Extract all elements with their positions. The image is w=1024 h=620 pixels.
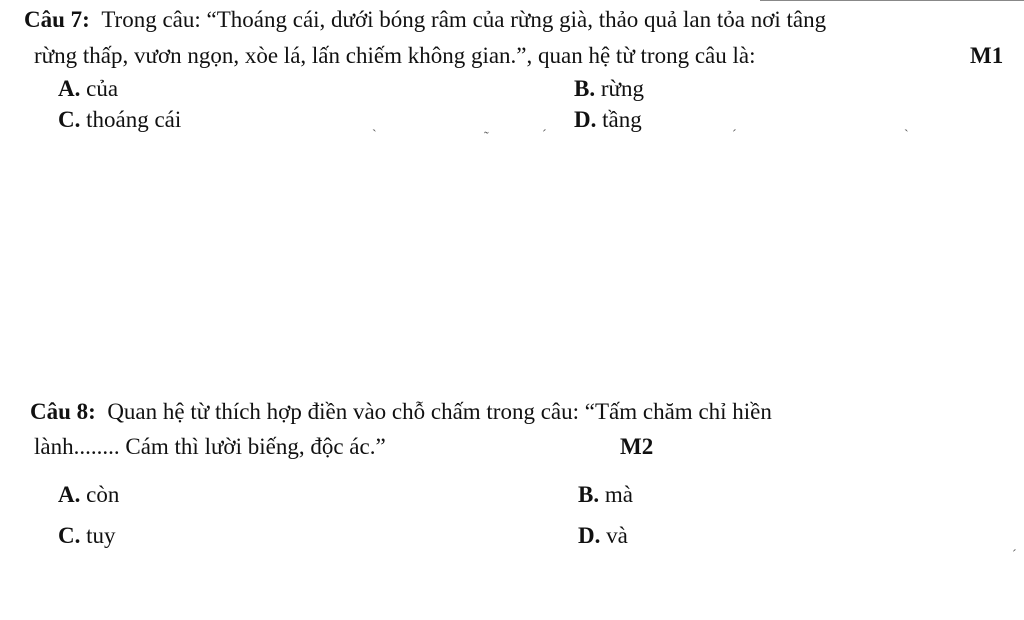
question-7-option-a[interactable] bbox=[58, 75, 118, 103]
question-8-text-1: Quan hệ từ thích hợp điền vào chỗ chấm trong câu: “Tấm chăm chỉ hiền bbox=[107, 399, 772, 424]
question-8-line-2 bbox=[34, 433, 386, 461]
question-8-level: M2 bbox=[620, 434, 654, 459]
option-text: rừng bbox=[600, 76, 644, 101]
scan-speck: ˊ bbox=[542, 128, 547, 143]
question-8-label: Câu 8: bbox=[30, 399, 96, 424]
option-text: và bbox=[606, 523, 628, 548]
option-letter: A. bbox=[58, 76, 81, 101]
question-8-option-c[interactable] bbox=[58, 522, 116, 550]
question-7-text-2: rừng thấp, vươn ngọn, xòe lá, lấn chiếm không gian.”, quan hệ từ trong câu là: bbox=[34, 43, 756, 68]
question-7-text-1: Trong câu: “Thoáng cái, dưới bóng râm của rừng già, thảo quả lan tỏa nơi tâng bbox=[101, 7, 827, 32]
option-text: tầng bbox=[602, 107, 642, 132]
option-letter: C. bbox=[58, 107, 81, 132]
option-letter: B. bbox=[578, 482, 600, 507]
question-8-text-2: lành........ Cám thì lười biếng, độc ác.” bbox=[34, 434, 386, 459]
question-7-option-c[interactable] bbox=[58, 106, 181, 134]
option-letter: B. bbox=[574, 76, 596, 101]
question-7-option-d[interactable] bbox=[574, 106, 642, 134]
option-letter: A. bbox=[58, 482, 81, 507]
option-letter: D. bbox=[574, 107, 597, 132]
question-7-label: Câu 7: bbox=[24, 7, 90, 32]
top-border-line bbox=[760, 0, 1024, 1]
option-text: tuy bbox=[86, 523, 116, 548]
question-7-line-1 bbox=[24, 6, 826, 34]
scan-speck: ˋ bbox=[372, 128, 377, 143]
option-text: thoáng cái bbox=[86, 107, 182, 132]
option-text: còn bbox=[86, 482, 120, 507]
question-8-option-d[interactable] bbox=[578, 522, 628, 550]
question-7-level: M1 bbox=[970, 43, 1004, 68]
question-8-line-1 bbox=[30, 398, 772, 426]
question-7-option-b[interactable] bbox=[574, 75, 644, 103]
option-letter: D. bbox=[578, 523, 601, 548]
question-8-option-b[interactable] bbox=[578, 481, 633, 509]
question-7-line-2 bbox=[34, 42, 756, 70]
scan-speck: ˊ bbox=[732, 128, 737, 143]
option-text: mà bbox=[604, 482, 633, 507]
option-letter: C. bbox=[58, 523, 81, 548]
question-8-option-a[interactable] bbox=[58, 481, 119, 509]
scan-speck: ˜ bbox=[484, 130, 489, 145]
scan-speck: ˊ bbox=[1012, 548, 1017, 563]
option-text: của bbox=[86, 76, 119, 101]
scan-speck: ˋ bbox=[904, 128, 909, 143]
